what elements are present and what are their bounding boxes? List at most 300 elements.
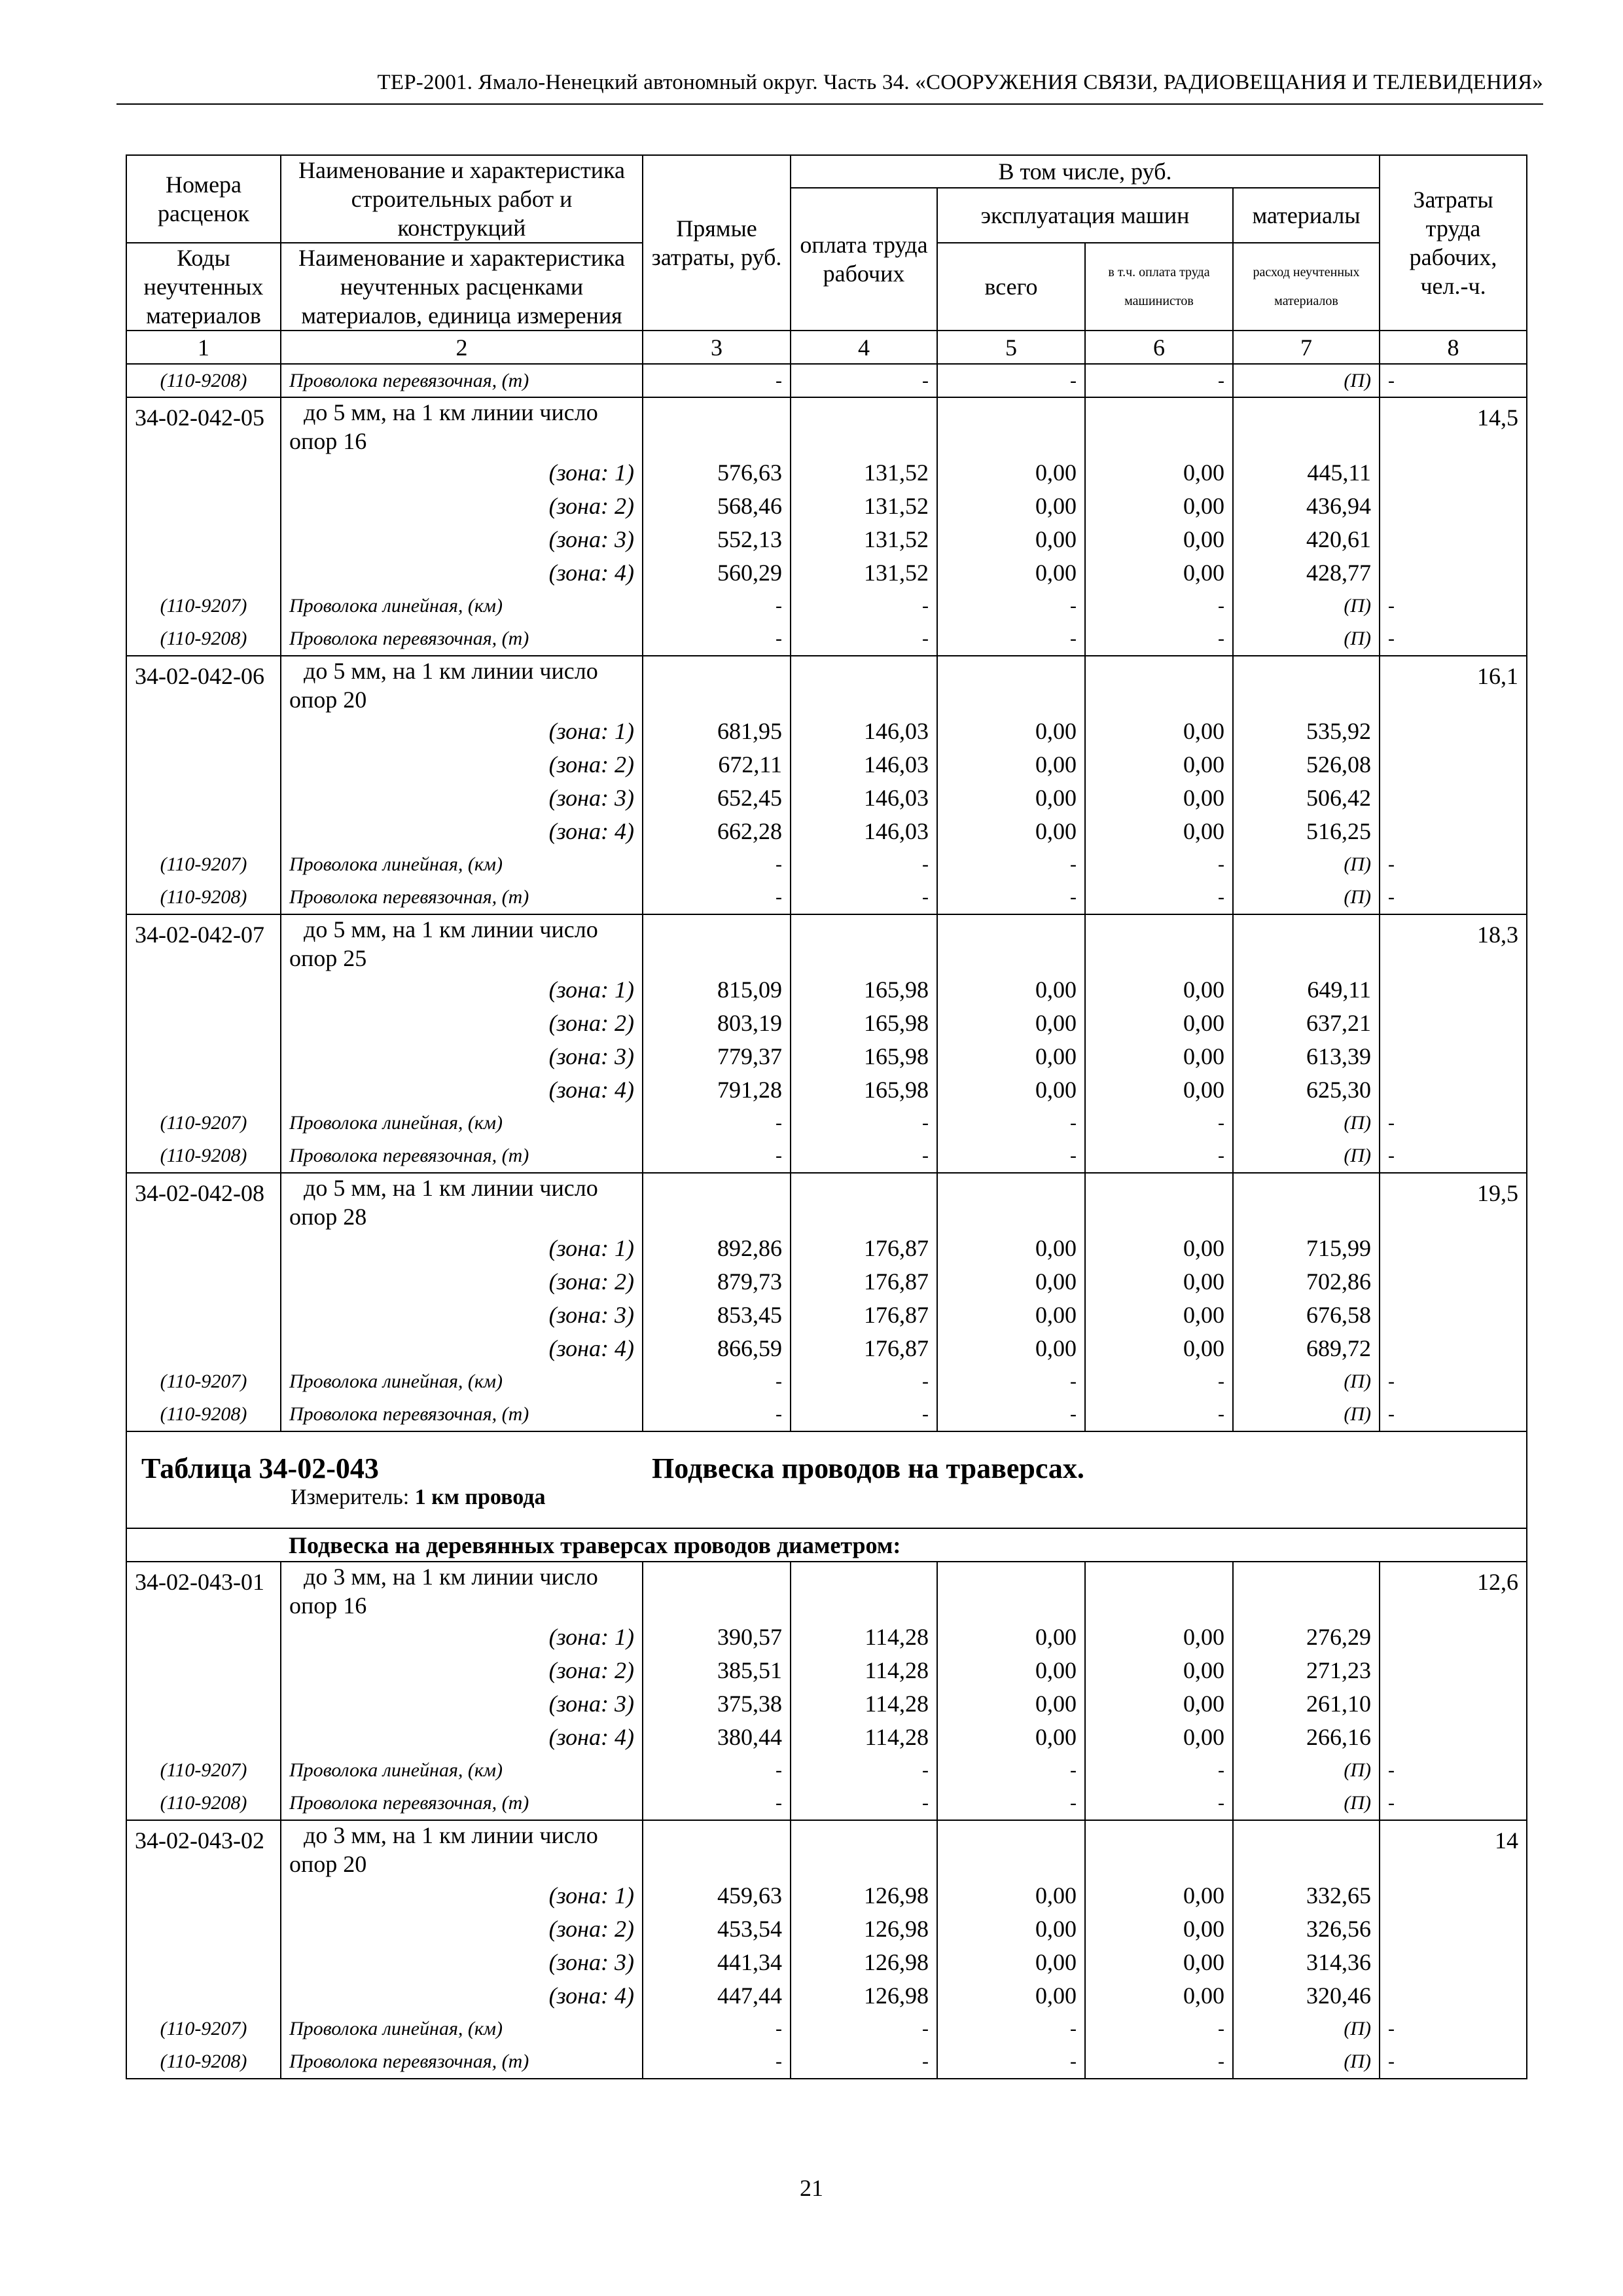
value-cell: 314,36 xyxy=(1233,1945,1380,1979)
value-cell: 625,30 xyxy=(1233,1073,1380,1106)
empty-cell xyxy=(937,656,1085,714)
material-name: Проволока перевязочная, (т) xyxy=(281,2045,643,2079)
value-cell: 0,00 xyxy=(1085,1620,1233,1653)
dash-cell: - xyxy=(1085,1106,1233,1139)
value-cell: 390,57 xyxy=(643,1620,791,1653)
dash-cell: - xyxy=(1085,1139,1233,1173)
empty-cell xyxy=(126,522,281,556)
value-cell: 0,00 xyxy=(937,1912,1085,1945)
value-cell: 114,28 xyxy=(791,1720,937,1753)
material-row xyxy=(126,848,1527,881)
header-rule xyxy=(116,103,1543,105)
empty-cell xyxy=(1085,397,1233,456)
empty-cell xyxy=(1380,1620,1527,1653)
dash-cell: - xyxy=(643,1365,791,1398)
rate-name: до 5 мм, на 1 км линии число опор 20 xyxy=(281,656,643,714)
value-cell: 791,28 xyxy=(643,1073,791,1106)
empty-cell xyxy=(1085,1820,1233,1878)
value-cell: 0,00 xyxy=(937,1979,1085,2012)
dash-cell: - xyxy=(1085,2012,1233,2045)
head-col3: Прямые затраты, руб. xyxy=(643,155,791,331)
material-row xyxy=(126,589,1527,622)
empty-cell xyxy=(1233,397,1380,456)
value-cell: 803,19 xyxy=(643,1006,791,1039)
value-cell: 131,52 xyxy=(791,489,937,522)
dash-cell: - xyxy=(1085,1753,1233,1787)
index-cell: 3 xyxy=(643,331,791,364)
dash-cell: - xyxy=(791,848,937,881)
value-cell: 114,28 xyxy=(791,1687,937,1720)
zone-label: (зона: 1) xyxy=(281,1620,643,1653)
empty-cell xyxy=(126,714,281,747)
material-name: Проволока перевязочная, (т) xyxy=(281,1139,643,1173)
zone-row xyxy=(126,1006,1527,1039)
material-mark: (П) xyxy=(1233,1139,1380,1173)
material-mark: (П) xyxy=(1233,364,1380,397)
zone-label: (зона: 2) xyxy=(281,1265,643,1298)
dash-cell: - xyxy=(791,1398,937,1431)
head-col2-top: Наименование и характеристика строительных работ и конструкций xyxy=(281,155,643,243)
empty-cell xyxy=(126,1331,281,1365)
empty-cell xyxy=(1380,1331,1527,1365)
empty-cell xyxy=(126,781,281,814)
zone-row xyxy=(126,1912,1527,1945)
rate-title-row xyxy=(126,914,1527,973)
value-cell: 176,87 xyxy=(791,1298,937,1331)
head-col1-bottom: Коды неучтенных материалов xyxy=(126,243,281,331)
unit-label: Измеритель: xyxy=(291,1485,410,1509)
value-cell: 715,99 xyxy=(1233,1231,1380,1265)
empty-cell xyxy=(937,1173,1085,1231)
value-cell: 165,98 xyxy=(791,1073,937,1106)
empty-cell xyxy=(126,1073,281,1106)
empty-cell xyxy=(126,1265,281,1298)
labor-cost: 14,5 xyxy=(1380,397,1527,456)
dash-cell: - xyxy=(791,1106,937,1139)
dash-cell: - xyxy=(791,881,937,914)
value-cell: 662,28 xyxy=(643,814,791,848)
material-name: Проволока перевязочная, (т) xyxy=(281,1787,643,1820)
empty-cell xyxy=(1380,781,1527,814)
value-cell: 459,63 xyxy=(643,1878,791,1912)
material-mark: (П) xyxy=(1233,2045,1380,2079)
zone-row xyxy=(126,1039,1527,1073)
dash-cell: - xyxy=(643,1106,791,1139)
zone-label: (зона: 2) xyxy=(281,1912,643,1945)
value-cell: 332,65 xyxy=(1233,1878,1380,1912)
value-cell: 176,87 xyxy=(791,1331,937,1365)
dash-cell: - xyxy=(1085,589,1233,622)
value-cell: 0,00 xyxy=(1085,1653,1233,1687)
value-cell: 0,00 xyxy=(1085,489,1233,522)
zone-row xyxy=(126,973,1527,1006)
index-cell: 8 xyxy=(1380,331,1527,364)
dash-cell: - xyxy=(791,2045,937,2079)
material-mark: (П) xyxy=(1233,1753,1380,1787)
value-cell: 131,52 xyxy=(791,556,937,589)
empty-cell xyxy=(126,456,281,489)
value-cell: 681,95 xyxy=(643,714,791,747)
empty-cell xyxy=(126,1039,281,1073)
value-cell: 0,00 xyxy=(937,489,1085,522)
dash-cell: - xyxy=(937,1398,1085,1431)
value-cell: 0,00 xyxy=(1085,973,1233,1006)
head-machines: эксплуатация машин xyxy=(937,188,1233,243)
material-mark: (П) xyxy=(1233,1106,1380,1139)
value-cell: 560,29 xyxy=(643,556,791,589)
empty-cell xyxy=(126,747,281,781)
dash-cell: - xyxy=(643,2012,791,2045)
value-cell: 576,63 xyxy=(643,456,791,489)
value-cell: 126,98 xyxy=(791,1912,937,1945)
value-cell: 146,03 xyxy=(791,781,937,814)
material-mark: (П) xyxy=(1233,1365,1380,1398)
empty-cell xyxy=(126,973,281,1006)
dash-cell: - xyxy=(643,2045,791,2079)
empty-cell xyxy=(791,1820,937,1878)
value-cell: 892,86 xyxy=(643,1231,791,1265)
value-cell: 0,00 xyxy=(1085,556,1233,589)
material-name: Проволока линейная, (км) xyxy=(281,1753,643,1787)
value-cell: 0,00 xyxy=(1085,1231,1233,1265)
material-name: Проволока перевязочная, (т) xyxy=(281,1398,643,1431)
rate-title-row xyxy=(126,1173,1527,1231)
dash-cell: - xyxy=(643,1787,791,1820)
empty-cell xyxy=(1380,747,1527,781)
material-name: Проволока линейная, (км) xyxy=(281,2012,643,2045)
material-row xyxy=(126,881,1527,914)
zone-row xyxy=(126,1653,1527,1687)
zone-label: (зона: 1) xyxy=(281,714,643,747)
empty-cell xyxy=(791,656,937,714)
dash-cell: - xyxy=(791,2012,937,2045)
dash-cell: - xyxy=(1085,364,1233,397)
empty-cell xyxy=(1233,914,1380,973)
zone-label: (зона: 1) xyxy=(281,456,643,489)
empty-cell xyxy=(1085,914,1233,973)
material-code: (110-9208) xyxy=(126,1787,281,1820)
dash-cell: - xyxy=(1380,2045,1527,2079)
material-mark: (П) xyxy=(1233,589,1380,622)
labor-cost: 12,6 xyxy=(1380,1562,1527,1620)
rate-code: 34-02-042-07 xyxy=(126,914,281,973)
zone-label: (зона: 4) xyxy=(281,556,643,589)
zone-label: (зона: 1) xyxy=(281,1878,643,1912)
zone-row xyxy=(126,489,1527,522)
empty-cell xyxy=(126,1620,281,1653)
dash-cell: - xyxy=(643,848,791,881)
value-cell: 506,42 xyxy=(1233,781,1380,814)
empty-cell xyxy=(1380,1073,1527,1106)
empty-cell xyxy=(1085,1562,1233,1620)
material-row xyxy=(126,1753,1527,1787)
dash-cell: - xyxy=(643,622,791,656)
dash-cell: - xyxy=(1085,1398,1233,1431)
empty-cell xyxy=(791,914,937,973)
value-cell: 0,00 xyxy=(937,1006,1085,1039)
value-cell: 0,00 xyxy=(1085,1720,1233,1753)
material-code: (110-9207) xyxy=(126,1753,281,1787)
empty-cell xyxy=(126,1298,281,1331)
zone-row xyxy=(126,1231,1527,1265)
material-row xyxy=(126,364,1527,397)
dash-cell: - xyxy=(937,364,1085,397)
value-cell: 146,03 xyxy=(791,747,937,781)
dash-cell: - xyxy=(1085,622,1233,656)
zone-row xyxy=(126,747,1527,781)
empty-cell xyxy=(937,1562,1085,1620)
page-header: ТЕР-2001. Ямало-Ненецкий автономный округ. Часть 34. «СООРУЖЕНИЯ СВЯЗИ, РАДИОВЕЩАНИЯ И ТЕЛЕВИДЕНИЯ» xyxy=(377,71,1543,94)
zone-row xyxy=(126,1298,1527,1331)
empty-cell xyxy=(1085,1173,1233,1231)
dash-cell: - xyxy=(643,364,791,397)
zone-label: (зона: 2) xyxy=(281,1653,643,1687)
labor-cost: 18,3 xyxy=(1380,914,1527,973)
value-cell: 0,00 xyxy=(1085,1878,1233,1912)
value-cell: 568,46 xyxy=(643,489,791,522)
value-cell: 0,00 xyxy=(937,1298,1085,1331)
empty-cell xyxy=(126,1979,281,2012)
dash-cell: - xyxy=(791,1787,937,1820)
value-cell: 689,72 xyxy=(1233,1331,1380,1365)
value-cell: 0,00 xyxy=(1085,1945,1233,1979)
zone-label: (зона: 4) xyxy=(281,1331,643,1365)
value-cell: 131,52 xyxy=(791,456,937,489)
value-cell: 114,28 xyxy=(791,1620,937,1653)
value-cell: 271,23 xyxy=(1233,1653,1380,1687)
dash-cell: - xyxy=(937,2045,1085,2079)
value-cell: 0,00 xyxy=(937,1687,1085,1720)
value-cell: 0,00 xyxy=(1085,814,1233,848)
empty-cell xyxy=(1380,814,1527,848)
value-cell: 672,11 xyxy=(643,747,791,781)
value-cell: 0,00 xyxy=(937,1231,1085,1265)
zone-row xyxy=(126,714,1527,747)
empty-cell xyxy=(1233,1820,1380,1878)
value-cell: 126,98 xyxy=(791,1979,937,2012)
value-cell: 0,00 xyxy=(937,1653,1085,1687)
dash-cell: - xyxy=(937,848,1085,881)
value-cell: 126,98 xyxy=(791,1878,937,1912)
zone-row xyxy=(126,1687,1527,1720)
value-cell: 0,00 xyxy=(937,814,1085,848)
value-cell: 866,59 xyxy=(643,1331,791,1365)
rate-name: до 3 мм, на 1 км линии число опор 20 xyxy=(281,1820,643,1878)
dash-cell: - xyxy=(1085,1365,1233,1398)
rate-title-row xyxy=(126,656,1527,714)
rate-code: 34-02-043-01 xyxy=(126,1562,281,1620)
dash-cell: - xyxy=(791,1139,937,1173)
head-col5: всего xyxy=(937,243,1085,331)
empty-cell xyxy=(643,914,791,973)
dash-cell: - xyxy=(1380,1106,1527,1139)
value-cell: 0,00 xyxy=(1085,714,1233,747)
zone-row xyxy=(126,456,1527,489)
value-cell: 0,00 xyxy=(937,1073,1085,1106)
material-code: (110-9208) xyxy=(126,881,281,914)
material-row xyxy=(126,1398,1527,1431)
rate-name: до 3 мм, на 1 км линии число опор 16 xyxy=(281,1562,643,1620)
value-cell: 652,45 xyxy=(643,781,791,814)
page-number: 21 xyxy=(800,2175,823,2201)
value-cell: 0,00 xyxy=(1085,1687,1233,1720)
section-subheading: Подвеска на деревянных траверсах проводов диаметром: xyxy=(281,1528,1527,1562)
value-cell: 146,03 xyxy=(791,814,937,848)
head-col1-top: Номера расценок xyxy=(126,155,281,243)
zone-label: (зона: 2) xyxy=(281,489,643,522)
dash-cell: - xyxy=(1380,1753,1527,1787)
value-cell: 0,00 xyxy=(937,1620,1085,1653)
dash-cell: - xyxy=(1085,2045,1233,2079)
unit-value: 1 км провода xyxy=(414,1485,546,1509)
empty-cell xyxy=(1380,1912,1527,1945)
rate-title-row xyxy=(126,1562,1527,1620)
index-cell: 2 xyxy=(281,331,643,364)
value-cell: 0,00 xyxy=(1085,1039,1233,1073)
zone-row xyxy=(126,1331,1527,1365)
value-cell: 0,00 xyxy=(937,1720,1085,1753)
zone-label: (зона: 4) xyxy=(281,1720,643,1753)
dash-cell: - xyxy=(791,622,937,656)
dash-cell: - xyxy=(1380,1398,1527,1431)
rate-title-row xyxy=(126,397,1527,456)
rates-group-a xyxy=(126,397,1527,1431)
dash-cell: - xyxy=(643,589,791,622)
zone-row xyxy=(126,781,1527,814)
value-cell: 176,87 xyxy=(791,1265,937,1298)
empty-cell xyxy=(1380,1979,1527,2012)
dash-cell: - xyxy=(937,1139,1085,1173)
material-mark: (П) xyxy=(1233,848,1380,881)
dash-cell: - xyxy=(1380,1139,1527,1173)
material-name: Проволока линейная, (км) xyxy=(281,848,643,881)
empty-cell xyxy=(1380,1231,1527,1265)
empty-cell xyxy=(643,1820,791,1878)
value-cell: 815,09 xyxy=(643,973,791,1006)
zone-row xyxy=(126,1979,1527,2012)
rate-code: 34-02-042-05 xyxy=(126,397,281,456)
value-cell: 0,00 xyxy=(1085,1006,1233,1039)
dash-cell: - xyxy=(791,1365,937,1398)
value-cell: 266,16 xyxy=(1233,1720,1380,1753)
zone-row xyxy=(126,522,1527,556)
empty-cell xyxy=(643,656,791,714)
empty-cell xyxy=(126,814,281,848)
material-row xyxy=(126,1787,1527,1820)
value-cell: 0,00 xyxy=(1085,1298,1233,1331)
material-name: Проволока линейная, (км) xyxy=(281,1365,643,1398)
zone-label: (зона: 3) xyxy=(281,1687,643,1720)
empty-cell xyxy=(1380,973,1527,1006)
zone-row xyxy=(126,1265,1527,1298)
zone-row xyxy=(126,1720,1527,1753)
value-cell: 165,98 xyxy=(791,1039,937,1073)
empty-cell xyxy=(937,1820,1085,1878)
value-cell: 0,00 xyxy=(937,714,1085,747)
value-cell: 853,45 xyxy=(643,1298,791,1331)
dash-cell: - xyxy=(937,1753,1085,1787)
empty-cell xyxy=(643,1173,791,1231)
value-cell: 552,13 xyxy=(643,522,791,556)
value-cell: 516,25 xyxy=(1233,814,1380,848)
material-code: (110-9207) xyxy=(126,1365,281,1398)
zone-label: (зона: 3) xyxy=(281,1039,643,1073)
table-title: Подвеска проводов на траверсах. xyxy=(652,1452,1084,1484)
dash-cell: - xyxy=(1380,881,1527,914)
value-cell: 0,00 xyxy=(1085,1265,1233,1298)
empty-cell xyxy=(126,556,281,589)
dash-cell: - xyxy=(937,1106,1085,1139)
rate-code: 34-02-042-08 xyxy=(126,1173,281,1231)
zone-label: (зона: 3) xyxy=(281,781,643,814)
zone-row xyxy=(126,1073,1527,1106)
index-cell: 1 xyxy=(126,331,281,364)
zone-label: (зона: 2) xyxy=(281,747,643,781)
value-cell: 613,39 xyxy=(1233,1039,1380,1073)
value-cell: 445,11 xyxy=(1233,456,1380,489)
value-cell: 326,56 xyxy=(1233,1912,1380,1945)
material-code: (110-9208) xyxy=(126,2045,281,2079)
value-cell: 385,51 xyxy=(643,1653,791,1687)
value-cell: 879,73 xyxy=(643,1265,791,1298)
dash-cell: - xyxy=(1380,1365,1527,1398)
material-mark: (П) xyxy=(1233,1398,1380,1431)
value-cell: 380,44 xyxy=(643,1720,791,1753)
head-col7: расход неучтенных материалов xyxy=(1233,243,1380,331)
value-cell: 453,54 xyxy=(643,1912,791,1945)
value-cell: 436,94 xyxy=(1233,489,1380,522)
material-mark: (П) xyxy=(1233,2012,1380,2045)
empty-cell xyxy=(126,1653,281,1687)
empty-cell xyxy=(643,1562,791,1620)
material-row xyxy=(126,1139,1527,1173)
rate-name: до 5 мм, на 1 км линии число опор 25 xyxy=(281,914,643,973)
zone-label: (зона: 1) xyxy=(281,1231,643,1265)
material-code: (110-9207) xyxy=(126,1106,281,1139)
material-name: Проволока перевязочная, (т) xyxy=(281,364,643,397)
empty-cell xyxy=(1380,1006,1527,1039)
empty-cell xyxy=(1380,1265,1527,1298)
rate-title-row xyxy=(126,1820,1527,1878)
material-name: Проволока перевязочная, (т) xyxy=(281,622,643,656)
zone-row xyxy=(126,1878,1527,1912)
empty-cell xyxy=(1380,489,1527,522)
value-cell: 0,00 xyxy=(937,781,1085,814)
value-cell: 676,58 xyxy=(1233,1298,1380,1331)
material-code: (110-9208) xyxy=(126,364,281,397)
empty-cell xyxy=(791,1173,937,1231)
value-cell: 0,00 xyxy=(937,973,1085,1006)
zone-row xyxy=(126,556,1527,589)
material-row xyxy=(126,2045,1527,2079)
head-incl: В том числе, руб. xyxy=(791,155,1380,188)
zone-label: (зона: 3) xyxy=(281,1945,643,1979)
value-cell: 0,00 xyxy=(1085,747,1233,781)
dash-cell: - xyxy=(937,881,1085,914)
value-cell: 0,00 xyxy=(1085,1912,1233,1945)
labor-cost: 14 xyxy=(1380,1820,1527,1878)
zone-label: (зона: 1) xyxy=(281,973,643,1006)
material-code: (110-9207) xyxy=(126,2012,281,2045)
head-col4: оплата труда рабочих xyxy=(791,188,937,331)
value-cell: 526,08 xyxy=(1233,747,1380,781)
material-name: Проволока линейная, (км) xyxy=(281,589,643,622)
dash-cell: - xyxy=(1380,589,1527,622)
empty-cell xyxy=(643,397,791,456)
value-cell: 131,52 xyxy=(791,522,937,556)
value-cell: 276,29 xyxy=(1233,1620,1380,1653)
empty-cell xyxy=(1380,1653,1527,1687)
